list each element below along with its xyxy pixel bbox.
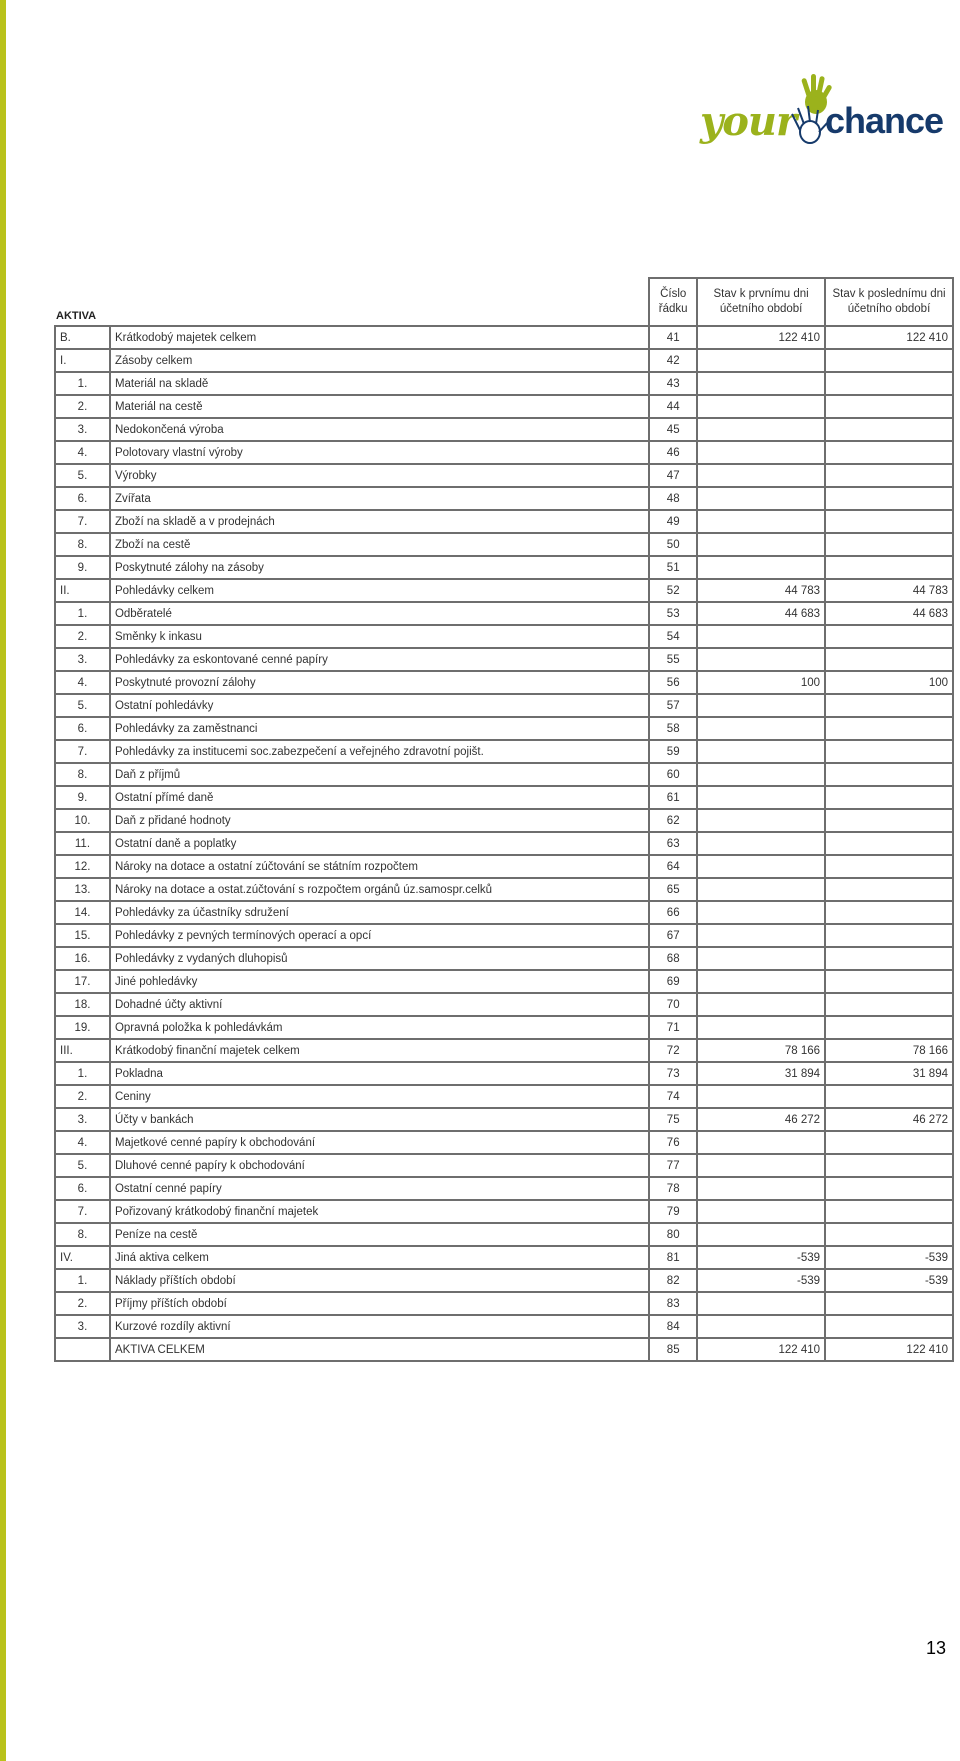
row-item-name: Pořizovaný krátkodobý finanční majetek xyxy=(110,1200,649,1223)
row-value-last-period xyxy=(825,441,953,464)
row-item-number: 12. xyxy=(55,855,110,878)
row-item-name: Zvířata xyxy=(110,487,649,510)
row-value-last-period xyxy=(825,648,953,671)
row-line-number: 77 xyxy=(649,1154,697,1177)
row-value-first-period xyxy=(697,1131,825,1154)
balance-sheet-table xyxy=(54,277,954,1362)
row-item-number: 5. xyxy=(55,694,110,717)
row-item-number: 5. xyxy=(55,1154,110,1177)
row-item-number: 2. xyxy=(55,1292,110,1315)
row-line-number: 45 xyxy=(649,418,697,441)
row-item-number: IV. xyxy=(55,1246,110,1269)
row-value-last-period xyxy=(825,1223,953,1246)
row-value-last-period xyxy=(825,947,953,970)
row-value-last-period xyxy=(825,924,953,947)
row-value-last-period xyxy=(825,832,953,855)
table-row xyxy=(55,717,953,740)
your-chance-logo xyxy=(700,70,955,165)
row-value-last-period xyxy=(825,418,953,441)
row-item-number: 9. xyxy=(55,786,110,809)
row-line-number: 81 xyxy=(649,1246,697,1269)
row-item-number: 7. xyxy=(55,510,110,533)
row-value-last-period xyxy=(825,740,953,763)
table-body xyxy=(55,326,953,1361)
row-value-last-period xyxy=(825,809,953,832)
table-row xyxy=(55,1177,953,1200)
row-value-last-period xyxy=(825,464,953,487)
row-value-last-period: 78 166 xyxy=(825,1039,953,1062)
row-value-first-period xyxy=(697,1292,825,1315)
row-item-number: II. xyxy=(55,579,110,602)
row-value-first-period xyxy=(697,418,825,441)
row-item-name: AKTIVA CELKEM xyxy=(110,1338,649,1361)
table-row xyxy=(55,602,953,625)
row-item-name: Poskytnuté zálohy na zásoby xyxy=(110,556,649,579)
row-line-number: 54 xyxy=(649,625,697,648)
table-row xyxy=(55,855,953,878)
row-item-name: Ceniny xyxy=(110,1085,649,1108)
row-item-name: Náklady příštích období xyxy=(110,1269,649,1292)
row-item-name: Odběratelé xyxy=(110,602,649,625)
row-value-first-period: 31 894 xyxy=(697,1062,825,1085)
row-value-last-period: 44 783 xyxy=(825,579,953,602)
row-value-first-period xyxy=(697,832,825,855)
row-value-first-period: 46 272 xyxy=(697,1108,825,1131)
row-item-number: 3. xyxy=(55,1108,110,1131)
row-item-number xyxy=(55,1338,110,1361)
row-item-name: Polotovary vlastní výroby xyxy=(110,441,649,464)
row-value-last-period xyxy=(825,395,953,418)
row-item-number: 6. xyxy=(55,487,110,510)
row-value-first-period xyxy=(697,901,825,924)
table-row xyxy=(55,786,953,809)
row-value-first-period: 122 410 xyxy=(697,326,825,349)
row-value-first-period xyxy=(697,1016,825,1039)
row-value-first-period xyxy=(697,1200,825,1223)
table-row xyxy=(55,441,953,464)
row-value-last-period xyxy=(825,1177,953,1200)
row-value-first-period: 78 166 xyxy=(697,1039,825,1062)
table-row xyxy=(55,625,953,648)
row-item-number: 3. xyxy=(55,418,110,441)
row-value-first-period xyxy=(697,740,825,763)
row-item-number: 1. xyxy=(55,602,110,625)
row-item-name: Ostatní pohledávky xyxy=(110,694,649,717)
row-value-last-period: 31 894 xyxy=(825,1062,953,1085)
row-item-name: Zboží na skladě a v prodejnách xyxy=(110,510,649,533)
row-value-last-period xyxy=(825,1016,953,1039)
table-row xyxy=(55,1246,953,1269)
table-row xyxy=(55,924,953,947)
row-item-name: Nároky na dotace a ostatní zúčtování se státním rozpočtem xyxy=(110,855,649,878)
row-value-first-period xyxy=(697,510,825,533)
table-row xyxy=(55,832,953,855)
row-item-number: 1. xyxy=(55,1269,110,1292)
row-line-number: 67 xyxy=(649,924,697,947)
row-value-first-period xyxy=(697,694,825,717)
row-item-number: 8. xyxy=(55,1223,110,1246)
table-row xyxy=(55,671,953,694)
row-line-number: 50 xyxy=(649,533,697,556)
row-value-last-period xyxy=(825,855,953,878)
row-item-number: 10. xyxy=(55,809,110,832)
table-row xyxy=(55,1200,953,1223)
row-line-number: 56 xyxy=(649,671,697,694)
row-value-first-period xyxy=(697,763,825,786)
table-header-row xyxy=(55,278,953,326)
row-value-last-period xyxy=(825,763,953,786)
row-item-number: I. xyxy=(55,349,110,372)
row-item-name: Pohledávky celkem xyxy=(110,579,649,602)
row-value-last-period xyxy=(825,533,953,556)
row-value-first-period xyxy=(697,464,825,487)
row-item-number: 3. xyxy=(55,1315,110,1338)
table-row xyxy=(55,349,953,372)
row-item-name: Kurzové rozdíly aktivní xyxy=(110,1315,649,1338)
table-row xyxy=(55,1223,953,1246)
row-line-number: 70 xyxy=(649,993,697,1016)
table-row xyxy=(55,947,953,970)
row-line-number: 53 xyxy=(649,602,697,625)
row-value-first-period xyxy=(697,372,825,395)
row-line-number: 47 xyxy=(649,464,697,487)
row-item-number: 13. xyxy=(55,878,110,901)
row-value-first-period xyxy=(697,1223,825,1246)
row-value-last-period xyxy=(825,1154,953,1177)
table-row xyxy=(55,1154,953,1177)
table-row xyxy=(55,579,953,602)
row-line-number: 51 xyxy=(649,556,697,579)
table-row xyxy=(55,1269,953,1292)
row-line-number: 68 xyxy=(649,947,697,970)
row-value-first-period: -539 xyxy=(697,1269,825,1292)
row-value-last-period xyxy=(825,878,953,901)
row-value-first-period xyxy=(697,395,825,418)
row-item-name: Pokladna xyxy=(110,1062,649,1085)
row-item-name: Nedokončená výroba xyxy=(110,418,649,441)
row-item-name: Daň z přidané hodnoty xyxy=(110,809,649,832)
table-row xyxy=(55,993,953,1016)
header-blank-num xyxy=(55,278,110,326)
row-value-first-period xyxy=(697,487,825,510)
row-item-number: 19. xyxy=(55,1016,110,1039)
row-value-last-period xyxy=(825,349,953,372)
row-line-number: 61 xyxy=(649,786,697,809)
row-item-number: 6. xyxy=(55,1177,110,1200)
row-item-name: Směnky k inkasu xyxy=(110,625,649,648)
row-value-last-period xyxy=(825,1131,953,1154)
row-value-last-period: -539 xyxy=(825,1269,953,1292)
table-row xyxy=(55,1016,953,1039)
row-value-last-period xyxy=(825,372,953,395)
row-value-last-period: 44 683 xyxy=(825,602,953,625)
header-last-period: Stav k poslednímu dni účetního období xyxy=(825,278,953,326)
row-line-number: 57 xyxy=(649,694,697,717)
row-item-name: Účty v bankách xyxy=(110,1108,649,1131)
row-value-first-period xyxy=(697,947,825,970)
row-value-last-period xyxy=(825,717,953,740)
row-line-number: 66 xyxy=(649,901,697,924)
row-item-name: Ostatní cenné papíry xyxy=(110,1177,649,1200)
row-line-number: 41 xyxy=(649,326,697,349)
row-item-name: Pohledávky za účastníky sdružení xyxy=(110,901,649,924)
row-line-number: 69 xyxy=(649,970,697,993)
table-row xyxy=(55,878,953,901)
row-value-first-period: 44 683 xyxy=(697,602,825,625)
row-line-number: 48 xyxy=(649,487,697,510)
row-item-name: Ostatní přímé daně xyxy=(110,786,649,809)
row-item-name: Pohledávky za eskontované cenné papíry xyxy=(110,648,649,671)
row-line-number: 85 xyxy=(649,1338,697,1361)
row-value-first-period xyxy=(697,993,825,1016)
row-value-last-period xyxy=(825,970,953,993)
table-row xyxy=(55,648,953,671)
row-item-number: B. xyxy=(55,326,110,349)
row-item-name: Pohledávky za zaměstnanci xyxy=(110,717,649,740)
row-value-first-period: 122 410 xyxy=(697,1338,825,1361)
table-row xyxy=(55,1062,953,1085)
page-number: 13 xyxy=(926,1638,947,1658)
row-line-number: 43 xyxy=(649,372,697,395)
header-row-number: Číslo řádku xyxy=(649,278,697,326)
row-value-first-period xyxy=(697,1177,825,1200)
row-value-first-period xyxy=(697,441,825,464)
row-item-name: Daň z příjmů xyxy=(110,763,649,786)
row-value-last-period xyxy=(825,1085,953,1108)
row-line-number: 83 xyxy=(649,1292,697,1315)
row-line-number: 76 xyxy=(649,1131,697,1154)
row-value-first-period: 100 xyxy=(697,671,825,694)
table-row xyxy=(55,1108,953,1131)
row-value-first-period xyxy=(697,924,825,947)
row-value-first-period: -539 xyxy=(697,1246,825,1269)
row-item-number: 1. xyxy=(55,372,110,395)
row-item-number: 1. xyxy=(55,1062,110,1085)
row-item-number: 16. xyxy=(55,947,110,970)
row-item-name: Nároky na dotace a ostat.zúčtování s rozpočtem orgánů úz.samospr.celků xyxy=(110,878,649,901)
row-item-number: 5. xyxy=(55,464,110,487)
row-value-first-period xyxy=(697,717,825,740)
row-line-number: 42 xyxy=(649,349,697,372)
row-item-number: 18. xyxy=(55,993,110,1016)
row-item-name: Příjmy příštích období xyxy=(110,1292,649,1315)
row-value-last-period xyxy=(825,1200,953,1223)
row-item-name: Pohledávky za institucemi soc.zabezpečení a veřejného zdravotní pojišt. xyxy=(110,740,649,763)
row-value-last-period xyxy=(825,786,953,809)
table-row xyxy=(55,556,953,579)
row-line-number: 58 xyxy=(649,717,697,740)
row-value-first-period xyxy=(697,809,825,832)
row-value-first-period xyxy=(697,349,825,372)
table-row xyxy=(55,395,953,418)
table-row xyxy=(55,901,953,924)
row-item-name: Zásoby celkem xyxy=(110,349,649,372)
table-row xyxy=(55,694,953,717)
row-value-last-period: -539 xyxy=(825,1246,953,1269)
row-item-number: 14. xyxy=(55,901,110,924)
left-accent-bar xyxy=(0,0,6,1761)
row-value-last-period: 46 272 xyxy=(825,1108,953,1131)
row-item-name: Dluhové cenné papíry k obchodování xyxy=(110,1154,649,1177)
row-value-first-period xyxy=(697,648,825,671)
row-line-number: 62 xyxy=(649,809,697,832)
row-line-number: 59 xyxy=(649,740,697,763)
row-item-name: Majetkové cenné papíry k obchodování xyxy=(110,1131,649,1154)
table-row xyxy=(55,1338,953,1361)
row-item-number: 8. xyxy=(55,533,110,556)
logo-word-your: your xyxy=(700,98,797,145)
row-value-first-period xyxy=(697,855,825,878)
row-value-first-period xyxy=(697,1315,825,1338)
row-item-number: 4. xyxy=(55,671,110,694)
table-row xyxy=(55,464,953,487)
row-value-first-period xyxy=(697,970,825,993)
row-line-number: 64 xyxy=(649,855,697,878)
row-line-number: 65 xyxy=(649,878,697,901)
row-line-number: 79 xyxy=(649,1200,697,1223)
table-row xyxy=(55,533,953,556)
row-value-last-period xyxy=(825,993,953,1016)
row-line-number: 80 xyxy=(649,1223,697,1246)
row-value-last-period xyxy=(825,556,953,579)
table-row xyxy=(55,510,953,533)
row-value-last-period xyxy=(825,1292,953,1315)
row-item-name: Ostatní daně a poplatky xyxy=(110,832,649,855)
row-item-name: Jiné pohledávky xyxy=(110,970,649,993)
row-item-name: Krátkodobý finanční majetek celkem xyxy=(110,1039,649,1062)
row-item-name: Zboží na cestě xyxy=(110,533,649,556)
row-item-number: 4. xyxy=(55,1131,110,1154)
row-value-first-period xyxy=(697,878,825,901)
logo-word-chance: chance xyxy=(825,100,944,141)
row-value-first-period xyxy=(697,1085,825,1108)
row-line-number: 71 xyxy=(649,1016,697,1039)
row-line-number: 44 xyxy=(649,395,697,418)
row-value-first-period: 44 783 xyxy=(697,579,825,602)
row-value-last-period xyxy=(825,901,953,924)
header-blank-name xyxy=(110,278,649,326)
row-line-number: 72 xyxy=(649,1039,697,1062)
row-item-name: Pohledávky z pevných termínových operací a opcí xyxy=(110,924,649,947)
row-item-number: 4. xyxy=(55,441,110,464)
table-row xyxy=(55,418,953,441)
row-item-number: 9. xyxy=(55,556,110,579)
row-item-number: 7. xyxy=(55,1200,110,1223)
row-line-number: 63 xyxy=(649,832,697,855)
row-value-first-period xyxy=(697,1154,825,1177)
row-value-last-period xyxy=(825,625,953,648)
row-value-last-period: 122 410 xyxy=(825,1338,953,1361)
row-value-first-period xyxy=(697,786,825,809)
header-first-period: Stav k prvnímu dni účetního období xyxy=(697,278,825,326)
row-value-first-period xyxy=(697,625,825,648)
row-item-number: 8. xyxy=(55,763,110,786)
row-value-last-period xyxy=(825,510,953,533)
row-item-number: 2. xyxy=(55,395,110,418)
row-line-number: 60 xyxy=(649,763,697,786)
row-item-name: Materiál na cestě xyxy=(110,395,649,418)
row-item-name: Peníze na cestě xyxy=(110,1223,649,1246)
row-item-number: III. xyxy=(55,1039,110,1062)
table-row xyxy=(55,1085,953,1108)
table-row xyxy=(55,740,953,763)
table-row xyxy=(55,487,953,510)
table-row xyxy=(55,326,953,349)
row-line-number: 82 xyxy=(649,1269,697,1292)
row-value-last-period: 100 xyxy=(825,671,953,694)
row-line-number: 74 xyxy=(649,1085,697,1108)
row-line-number: 49 xyxy=(649,510,697,533)
row-item-name: Výrobky xyxy=(110,464,649,487)
table-row xyxy=(55,970,953,993)
row-item-number: 3. xyxy=(55,648,110,671)
row-item-name: Pohledávky z vydaných dluhopisů xyxy=(110,947,649,970)
row-value-last-period xyxy=(825,487,953,510)
row-item-number: 15. xyxy=(55,924,110,947)
table-row xyxy=(55,1292,953,1315)
row-value-last-period: 122 410 xyxy=(825,326,953,349)
row-line-number: 84 xyxy=(649,1315,697,1338)
row-line-number: 78 xyxy=(649,1177,697,1200)
row-item-number: 6. xyxy=(55,717,110,740)
row-item-name: Krátkodobý majetek celkem xyxy=(110,326,649,349)
row-line-number: 46 xyxy=(649,441,697,464)
table-row xyxy=(55,1039,953,1062)
table-row xyxy=(55,809,953,832)
row-item-name: Opravná položka k pohledávkám xyxy=(110,1016,649,1039)
row-item-name: Jiná aktiva celkem xyxy=(110,1246,649,1269)
row-item-number: 17. xyxy=(55,970,110,993)
row-item-number: 7. xyxy=(55,740,110,763)
row-item-number: 2. xyxy=(55,1085,110,1108)
table-row xyxy=(55,1315,953,1338)
row-item-name: Dohadné účty aktivní xyxy=(110,993,649,1016)
table-row xyxy=(55,372,953,395)
row-line-number: 73 xyxy=(649,1062,697,1085)
row-value-first-period xyxy=(697,533,825,556)
section-label-aktiva: AKTIVA xyxy=(56,310,97,322)
row-line-number: 55 xyxy=(649,648,697,671)
row-value-last-period xyxy=(825,1315,953,1338)
table-row xyxy=(55,763,953,786)
table-row xyxy=(55,1131,953,1154)
row-value-first-period xyxy=(697,556,825,579)
row-item-number: 2. xyxy=(55,625,110,648)
row-item-name: Materiál na skladě xyxy=(110,372,649,395)
row-value-last-period xyxy=(825,694,953,717)
row-item-name: Poskytnuté provozní zálohy xyxy=(110,671,649,694)
row-line-number: 75 xyxy=(649,1108,697,1131)
row-item-number: 11. xyxy=(55,832,110,855)
row-line-number: 52 xyxy=(649,579,697,602)
